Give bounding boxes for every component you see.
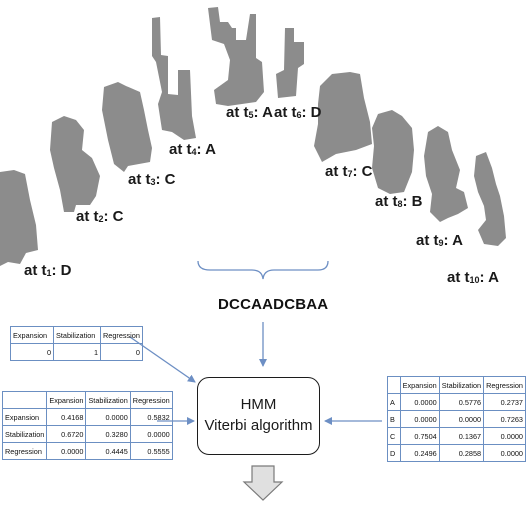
table-row: [3, 426, 173, 443]
time-label-t9: at t9: A: [416, 232, 463, 249]
row-label: D: [388, 445, 401, 462]
table-cell: 0.0000: [86, 409, 130, 426]
table-cell: 0.4445: [86, 443, 130, 460]
time-label-t8: at t8: B: [375, 193, 423, 210]
table-cell: 0.2737: [484, 394, 526, 411]
table-row: [388, 394, 526, 411]
table-row: [388, 428, 526, 445]
header-cell: Stabilization: [86, 392, 130, 409]
time-label-t4: at t4: A: [169, 141, 216, 158]
header-cell: Expansion: [47, 392, 86, 409]
row-label: A: [388, 394, 401, 411]
table-cell: 0.0000: [130, 426, 172, 443]
table-cell: 0.2496: [400, 445, 439, 462]
region-shape-t1: [0, 170, 38, 266]
header-cell: [3, 392, 47, 409]
table-cell: 0.7263: [484, 411, 526, 428]
header-cell: [388, 377, 401, 394]
time-label-t6: at t6: D: [274, 104, 322, 121]
table-cell: 0: [101, 344, 143, 361]
row-label: C: [388, 428, 401, 445]
time-label-t7: at t7: C: [325, 163, 373, 180]
row-label: B: [388, 411, 401, 428]
table-cell: 0.0000: [400, 411, 439, 428]
table-cell: 0.2858: [439, 445, 483, 462]
table-cell: 0.5832: [130, 409, 172, 426]
table-cell: 0.6720: [47, 426, 86, 443]
table-cell: 0.0000: [400, 394, 439, 411]
header-cell: Regression: [484, 377, 526, 394]
table-cell: 0.0000: [484, 445, 526, 462]
hmm-viterbi-box: [197, 377, 320, 455]
table-cell: 0.7504: [400, 428, 439, 445]
header-cell: Regression: [101, 327, 143, 344]
header-cell: Expansion: [11, 327, 54, 344]
region-shape-t7: [314, 72, 372, 162]
row-label: Expansion: [3, 409, 47, 426]
table-row: [11, 344, 143, 361]
table-row: [3, 443, 173, 460]
table-row: [388, 411, 526, 428]
region-shape-t4: [152, 17, 196, 140]
table-cell: 0.1367: [439, 428, 483, 445]
table-row: [3, 409, 173, 426]
table-header-row: [388, 377, 526, 394]
region-shape-t2: [50, 116, 100, 212]
table-cell: 0: [11, 344, 54, 361]
header-cell: Expansion: [400, 377, 439, 394]
hmm-title: HMM: [240, 396, 277, 413]
table-cell: 0.5555: [130, 443, 172, 460]
table-cell: 1: [54, 344, 101, 361]
region-shape-t10: [474, 152, 506, 246]
header-cell: Regression: [130, 392, 172, 409]
observation-sequence: DCCAADCBAA: [218, 296, 329, 313]
time-label-t10: at t10: A: [447, 269, 499, 286]
region-shape-t9: [424, 126, 468, 222]
region-shape-t3: [102, 82, 152, 172]
region-shape-t5: [208, 7, 264, 106]
table-cell: 0.0000: [47, 443, 86, 460]
emission-probability-table: [387, 376, 526, 462]
region-shape-t6: [276, 28, 304, 98]
table-header-row: [11, 327, 143, 344]
region-shape-t8: [372, 110, 414, 194]
hmm-subtitle: Viterbi algorithm: [204, 417, 313, 434]
down-block-arrow: [244, 466, 282, 500]
table-cell: 0.5776: [439, 394, 483, 411]
table-cell: 0.0000: [484, 428, 526, 445]
table-cell: 0.0000: [439, 411, 483, 428]
header-cell: Stabilization: [439, 377, 483, 394]
time-label-t2: at t2: C: [76, 208, 124, 225]
row-label: Stabilization: [3, 426, 47, 443]
row-label: Regression: [3, 443, 47, 460]
header-cell: Stabilization: [54, 327, 101, 344]
table-cell: 0.4168: [47, 409, 86, 426]
table-cell: 0.3280: [86, 426, 130, 443]
transition-probability-table: [2, 391, 173, 460]
table-header-row: [3, 392, 173, 409]
curly-brace: [198, 261, 328, 279]
initial-probability-table: [10, 326, 143, 361]
time-label-t5: at t5: A: [226, 104, 273, 121]
table-row: [388, 445, 526, 462]
time-label-t1: at t1: D: [24, 262, 72, 279]
time-label-t3: at t3: C: [128, 171, 176, 188]
